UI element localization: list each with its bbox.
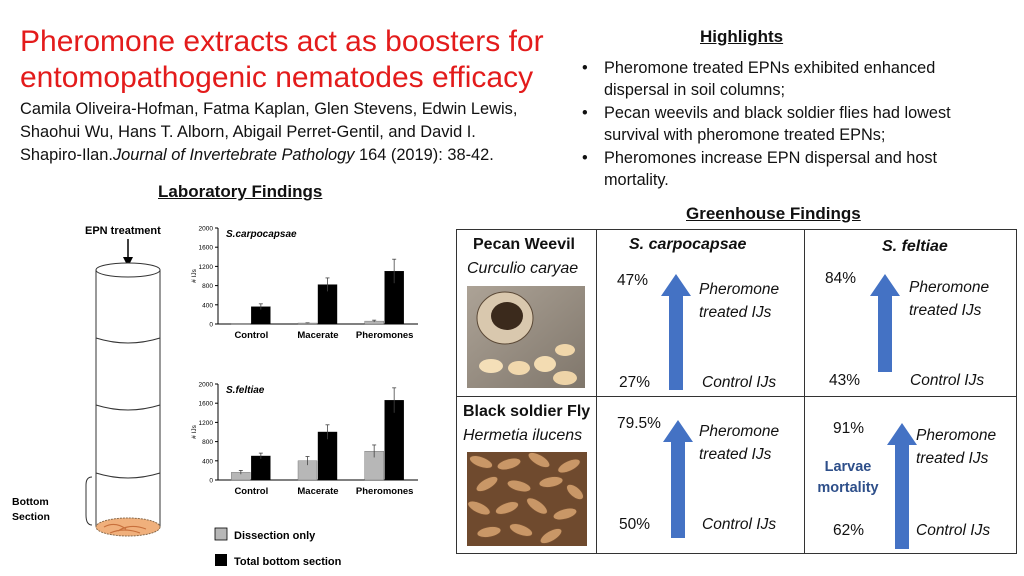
authors-names-end: Shapiro-Ilan. [20, 146, 113, 164]
y-tick-label: 2000 [198, 225, 213, 233]
grub-icon [508, 361, 530, 375]
column-divider [96, 473, 160, 478]
legend-label-dissection: Dissection only [234, 530, 316, 542]
pecan-weevil-photo [467, 286, 585, 388]
pw-sf-control-percent: 43% [829, 372, 861, 389]
pw-sf-arrow-icon [870, 274, 900, 372]
treated-label-line-1: Pheromone [916, 427, 997, 444]
greenhouse-table [456, 229, 1017, 554]
y-tick-label: 400 [202, 302, 213, 310]
soil-column-diagram [0, 215, 200, 576]
bsf-sf-arrow-icon [887, 423, 917, 549]
pw-sc-treated-label [699, 278, 779, 324]
y-tick-label: 0 [209, 477, 213, 485]
bsf-sf-treated-label [916, 424, 996, 470]
bsf-sc-treated-label [699, 420, 779, 466]
greenhouse-findings-title: Greenhouse Findings [686, 204, 861, 223]
authors-line-1: Camila Oliveira-Hofman, Fatma Kaplan, Glen Stevens, Edwin Lewis, [20, 100, 518, 118]
grub-icon [479, 359, 503, 373]
bar [318, 432, 337, 480]
bsf-sf-control-percent: 62% [833, 522, 865, 539]
chart-s-feltiae [190, 374, 430, 509]
highlight-2-line-2: survival with pheromone treated EPNs; [604, 126, 886, 144]
y-tick-label: 800 [202, 283, 213, 291]
highlight-3-line-2: mortality. [604, 171, 669, 189]
treated-label-line-2: treated IJs [699, 304, 772, 321]
grub-icon [555, 344, 575, 356]
treated-label-line-2: treated IJs [916, 450, 989, 467]
paper-title [20, 24, 580, 96]
y-tick-label: 2000 [198, 381, 213, 389]
legend-swatch-dissection [215, 528, 227, 540]
table-divider [804, 230, 805, 553]
chart-s-carpocapsae [190, 218, 430, 348]
x-tick-label: Macerate [297, 486, 339, 497]
authors-line-2: Shaohui Wu, Hans T. Alborn, Abigail Perret-Gentil, and David I. [20, 123, 476, 141]
y-tick-label: 1600 [198, 400, 213, 408]
column-divider [96, 405, 160, 410]
treated-label-line-2: treated IJs [909, 302, 982, 319]
highlight-item [580, 147, 1010, 191]
title-line-1: Pheromone extracts act as boosters for [20, 25, 544, 58]
highlight-item [580, 57, 1010, 101]
legend-label-total: Total bottom section [234, 556, 342, 568]
highlight-2-line-1: Pecan weevils and black soldier flies had lowest [604, 104, 951, 122]
y-axis-label: # IJs [191, 425, 198, 439]
bottom-section-label-1: Bottom [12, 496, 49, 508]
laboratory-findings-title: Laboratory Findings [158, 182, 323, 201]
chart-title: S.carpocapsae [226, 229, 297, 240]
row-name-black-soldier-fly: Black soldier Fly [463, 403, 591, 420]
highlight-1-line-1: Pheromone treated EPNs exhibited enhanced [604, 59, 936, 77]
grub-icon [534, 356, 556, 372]
legend-swatch-total [215, 554, 227, 566]
y-tick-label: 1200 [198, 263, 213, 271]
journal-name: Journal of Invertebrate Pathology [112, 146, 355, 164]
col-header-s-carpocapsae: S. carpocapsae [629, 236, 747, 253]
highlight-item [580, 102, 1010, 146]
black-soldier-fly-photo [467, 452, 587, 546]
row-name-pecan-weevil: Pecan Weevil [473, 236, 575, 253]
col-header-s-feltiae: S. feltiae [882, 238, 948, 255]
bsf-sf-control-label: Control IJs [916, 522, 991, 539]
treated-label-line-2: treated IJs [699, 446, 772, 463]
y-axis-label: # IJs [191, 269, 198, 283]
x-tick-label: Pheromones [355, 486, 414, 497]
mortality-label-line-2: mortality [817, 480, 879, 496]
x-tick-label: Macerate [297, 330, 339, 341]
treated-label-line-1: Pheromone [909, 279, 990, 296]
larvae-mortality-label [817, 457, 879, 499]
pw-sf-treated-percent: 84% [825, 270, 857, 287]
highlight-3-line-1: Pheromones increase EPN dispersal and host [604, 149, 938, 167]
authors-line-3 [20, 144, 580, 167]
highlights-title: Highlights [700, 27, 784, 46]
y-tick-label: 400 [202, 458, 213, 466]
authors-citation [20, 98, 580, 167]
treated-label-line-1: Pheromone [699, 281, 780, 298]
pecan-hole-icon [491, 302, 523, 330]
bsf-sf-treated-percent: 91% [833, 420, 865, 437]
bar [231, 324, 250, 325]
bsf-sc-control-percent: 50% [619, 516, 651, 533]
chart-title: S.feltiae [226, 385, 265, 396]
y-tick-label: 1600 [198, 244, 213, 252]
bottom-section-label-2: Section [12, 511, 50, 523]
pw-sc-treated-percent: 47% [617, 272, 649, 289]
mortality-label-line-1: Larvae [824, 459, 872, 475]
x-tick-label: Control [234, 330, 269, 341]
pw-sc-control-percent: 27% [619, 374, 651, 391]
bottom-section-bracket [86, 477, 92, 525]
bsf-sc-arrow-icon [663, 420, 693, 538]
y-tick-label: 0 [209, 321, 213, 329]
table-divider [457, 396, 1016, 397]
citation-details: 164 (2019): 38-42. [354, 146, 494, 164]
table-divider [596, 230, 597, 553]
highlights-list [580, 57, 1010, 192]
column-divider [96, 338, 160, 343]
epn-treatment-label: EPN treatment [85, 225, 161, 237]
bar [251, 456, 270, 480]
pw-sc-arrow-icon [661, 274, 691, 390]
row-sci-black-soldier-fly: Hermetia ilucens [463, 427, 583, 444]
pw-sc-control-label: Control IJs [702, 374, 777, 391]
bsf-sc-treated-percent: 79.5% [617, 415, 661, 432]
x-tick-label: Pheromones [355, 330, 414, 341]
row-sci-pecan-weevil: Curculio caryae [467, 260, 579, 277]
chart-legend [212, 524, 412, 574]
title-line-2: entomopathogenic nematodes efficacy [20, 61, 534, 94]
x-tick-label: Control [234, 486, 269, 497]
highlight-1-line-2: dispersal in soil columns; [604, 81, 785, 99]
y-tick-label: 1200 [198, 419, 213, 427]
grub-icon [553, 371, 577, 385]
bsf-sc-control-label: Control IJs [702, 516, 777, 533]
column-top-rim [96, 263, 160, 277]
pw-sf-control-label: Control IJs [910, 372, 985, 389]
y-tick-label: 800 [202, 439, 213, 447]
treated-label-line-1: Pheromone [699, 423, 780, 440]
pw-sf-treated-label [909, 276, 989, 322]
